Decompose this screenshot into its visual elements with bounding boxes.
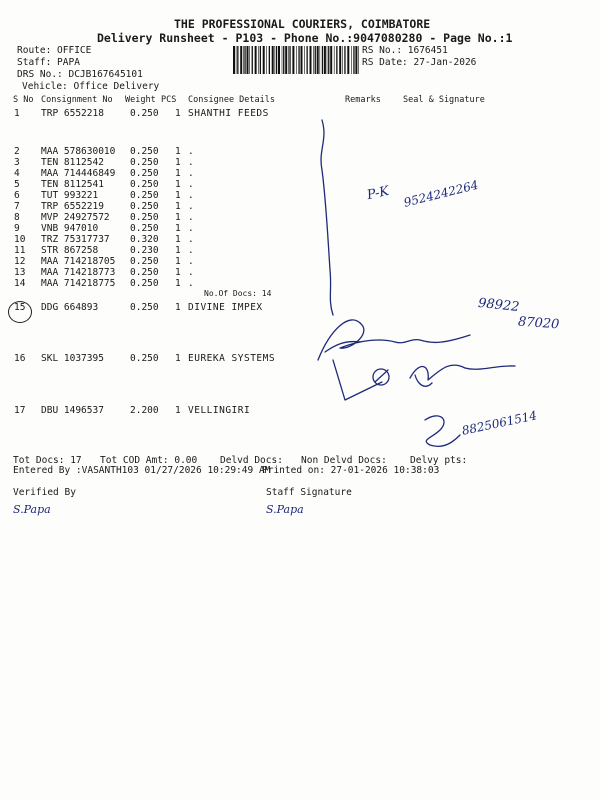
barcode-bar: [353, 46, 354, 74]
table-row: [0, 190, 600, 201]
row-pcs: 1: [175, 108, 181, 119]
row-consignee: .: [188, 256, 195, 267]
barcode-bar: [269, 46, 270, 74]
handwritten-pk: P-K: [365, 183, 391, 204]
barcode-bar: [339, 46, 341, 74]
row-sno: 12: [14, 256, 26, 267]
row-weight: 0.250: [130, 168, 159, 179]
row-consignee: .: [188, 245, 195, 256]
row-weight: 0.250: [130, 256, 159, 267]
barcode-bar: [328, 46, 329, 74]
table-row: [0, 256, 600, 267]
barcode-bar: [285, 46, 287, 74]
row-pcs: 1: [175, 302, 181, 313]
row-consignment-no: TEN 8112542: [41, 157, 104, 168]
row-weight: 0.250: [130, 146, 159, 157]
row-weight: 0.320: [130, 234, 159, 245]
col-consignee: Consignee Details: [188, 95, 275, 105]
row-sno: 11: [14, 245, 26, 256]
row-sno: 5: [14, 179, 20, 190]
row-sno: 16: [14, 353, 26, 364]
row-pcs: 1: [175, 256, 181, 267]
barcode-bar: [236, 46, 237, 74]
barcode-bar: [237, 46, 238, 74]
row-pcs: 1: [175, 223, 181, 234]
row-consignment-no: MAA 714218773: [41, 267, 116, 278]
row-pcs: 1: [175, 179, 181, 190]
row-consignment-no: DBU 1496537: [41, 405, 104, 416]
row-sno: 17: [14, 405, 26, 416]
table-row: [0, 108, 600, 119]
row-pcs: 1: [175, 146, 181, 157]
row-consignee: .: [188, 267, 195, 278]
barcode: [233, 46, 359, 74]
rs-number: RS No.: 1676451: [362, 45, 448, 56]
row-pcs: 1: [175, 245, 181, 256]
row-consignment-no: TUT 993221: [41, 190, 99, 201]
row-pcs: 1: [175, 168, 181, 179]
table-row: [0, 212, 600, 223]
row-sno: 10: [14, 234, 26, 245]
row-pcs: 1: [175, 278, 181, 289]
verified-by-signature: S.Papa: [13, 503, 51, 516]
row-weight: 0.250: [130, 267, 159, 278]
barcode-bar: [330, 46, 332, 74]
barcode-bar: [334, 46, 335, 74]
printed-on: Printed on: 27-01-2026 10:38:03: [262, 465, 440, 476]
barcode-bar: [317, 46, 319, 74]
barcode-bar: [355, 46, 357, 74]
barcode-bar: [252, 46, 253, 74]
row-consignee: .: [188, 157, 195, 168]
staff-signature: S.Papa: [266, 503, 304, 516]
non-delivered-docs: Non Delvd Docs:: [301, 455, 387, 466]
row-sno: 6: [14, 190, 20, 201]
barcode-bar: [260, 46, 261, 74]
delivery-points: Delvy pts:: [410, 455, 468, 466]
table-row: [0, 201, 600, 212]
col-sno: S No: [13, 95, 34, 105]
row-sno: 8: [14, 212, 20, 223]
barcode-bar: [288, 46, 289, 74]
barcode-bar: [233, 46, 235, 74]
barcode-bar: [313, 46, 314, 74]
row-consignee: .: [188, 212, 195, 223]
drs-number: DRS No.: DCJB167645101: [17, 69, 143, 80]
row-consignment-no: TEN 8112541: [41, 179, 104, 190]
row-consignment-no: TRZ 75317737: [41, 234, 110, 245]
total-docs: Tot Docs: 17: [13, 455, 82, 466]
barcode-bar: [282, 46, 283, 74]
row-sno: 14: [14, 278, 26, 289]
row-pcs: 1: [175, 157, 181, 168]
staff-label: Staff: PAPA: [17, 57, 80, 68]
row-consignee: .: [188, 190, 195, 201]
barcode-bar: [247, 46, 249, 74]
barcode-bar: [304, 46, 305, 74]
row-sno: 9: [14, 223, 20, 234]
row-consignment-no: MAA 714446849: [41, 168, 116, 179]
row-consignment-no: MVP 24927572: [41, 212, 110, 223]
col-consignment: Consignment No: [41, 95, 113, 105]
barcode-bar: [283, 46, 284, 74]
vehicle-label: Vehicle: Office Delivery: [22, 81, 160, 92]
row-consignee: EUREKA SYSTEMS: [188, 353, 276, 364]
row-consignee: .: [188, 179, 195, 190]
row-pcs: 1: [175, 353, 181, 364]
row-consignment-no: VNB 947010: [41, 223, 99, 234]
table-row: [0, 223, 600, 234]
barcode-bar: [344, 46, 345, 74]
row-consignment-no: DDG 664893: [41, 302, 99, 313]
row-weight: 0.250: [130, 353, 159, 364]
row-sno: 15: [14, 302, 26, 313]
barcode-bar: [249, 46, 250, 74]
row-15-circle: [8, 301, 32, 323]
row-consignment-no: MAA 714218705: [41, 256, 116, 267]
handwritten-phone-1: 9524242264: [402, 177, 480, 210]
row-pcs: 1: [175, 267, 181, 278]
row-pcs: 1: [175, 212, 181, 223]
barcode-bar: [351, 46, 352, 74]
row-consignee: .: [188, 278, 195, 289]
row-weight: 0.230: [130, 245, 159, 256]
row-weight: 0.250: [130, 212, 159, 223]
barcode-bar: [289, 46, 290, 74]
row-pcs: 1: [175, 190, 181, 201]
row-consignee: .: [188, 146, 195, 157]
barcode-bar: [292, 46, 294, 74]
table-row: [0, 278, 600, 289]
barcode-bar: [296, 46, 297, 74]
row-consignee: VELLINGIRI: [188, 405, 251, 416]
company-title: THE PROFESSIONAL COURIERS, COIMBATORE: [174, 17, 431, 31]
row-consignment-no: TRP 6552218: [41, 108, 104, 119]
row-pcs: 1: [175, 234, 181, 245]
rs-date: RS Date: 27-Jan-2026: [362, 57, 477, 68]
col-weight: Weight: [125, 95, 156, 105]
row-pcs: 1: [175, 405, 181, 416]
row-weight: 0.250: [130, 108, 159, 119]
row-weight: 2.200: [130, 405, 159, 416]
row-consignee: .: [188, 201, 195, 212]
barcode-bar: [342, 46, 343, 74]
barcode-bar: [324, 46, 326, 74]
barcode-bar: [258, 46, 259, 74]
barcode-bar: [255, 46, 257, 74]
row-consignee: .: [188, 234, 195, 245]
barcode-bar: [347, 46, 349, 74]
barcode-bar: [263, 46, 265, 74]
row-weight: 0.250: [130, 201, 159, 212]
barcode-bar: [322, 46, 323, 74]
barcode-bar: [272, 46, 274, 74]
barcode-bar: [315, 46, 316, 74]
verified-by-label: Verified By: [13, 487, 76, 498]
row-consignment-no: SKL 1037395: [41, 353, 104, 364]
barcode-bar: [320, 46, 321, 74]
row-weight: 0.250: [130, 190, 159, 201]
barcode-bar: [275, 46, 276, 74]
total-cod-amount: Tot COD Amt: 0.00: [100, 455, 198, 466]
handwritten-number-b: 87020: [517, 314, 560, 333]
row-sno: 3: [14, 157, 20, 168]
entered-by: Entered By :VASANTH103 01/27/2026 10:29:49 AM: [13, 465, 271, 476]
delivered-docs: Delvd Docs:: [220, 455, 283, 466]
table-row: [0, 353, 600, 364]
row-consignee: .: [188, 168, 195, 179]
runsheet-title: Delivery Runsheet - P103 - Phone No.:9047080280 - Page No.:1: [97, 31, 513, 45]
barcode-bar: [276, 46, 277, 74]
row-consignee: SHANTHI FEEDS: [188, 108, 269, 119]
col-seal-signature: Seal & Signature: [403, 95, 485, 105]
row-pcs: 1: [175, 201, 181, 212]
row-weight: 0.250: [130, 278, 159, 289]
table-row: [0, 245, 600, 256]
row-sno: 2: [14, 146, 20, 157]
row-weight: 0.250: [130, 302, 159, 313]
col-pcs: PCS: [161, 95, 177, 105]
row-consignment-no: TRP 6552219: [41, 201, 104, 212]
route-label: Route: OFFICE: [17, 45, 92, 56]
docs-count: No.Of Docs: 14: [204, 289, 272, 298]
barcode-bar: [244, 46, 245, 74]
row-consignment-no: STR 867258: [41, 245, 99, 256]
row-weight: 0.250: [130, 157, 159, 168]
handwritten-number-a: 98922: [477, 295, 521, 316]
row-consignment-no: MAA 714218775: [41, 278, 116, 289]
col-remarks: Remarks: [345, 95, 381, 105]
row-sno: 7: [14, 201, 20, 212]
row-consignment-no: MAA 578630010: [41, 146, 116, 157]
barcode-bar: [310, 46, 312, 74]
handwritten-phone-2: 8825061514: [460, 408, 539, 438]
row-weight: 0.250: [130, 179, 159, 190]
table-row: [0, 267, 600, 278]
table-row: [0, 157, 600, 168]
table-row: [0, 179, 600, 190]
row-sno: 13: [14, 267, 26, 278]
table-row: [0, 168, 600, 179]
barcode-bar: [358, 46, 359, 74]
table-row: [0, 234, 600, 245]
barcode-bar: [298, 46, 299, 74]
row-weight: 0.250: [130, 223, 159, 234]
row-sno: 1: [14, 108, 20, 119]
row-consignee: .: [188, 223, 195, 234]
row-consignee: DIVINE IMPEX: [188, 302, 263, 313]
staff-signature-label: Staff Signature: [266, 487, 352, 498]
row-sno: 4: [14, 168, 20, 179]
barcode-bar: [278, 46, 280, 74]
barcode-bar: [240, 46, 242, 74]
barcode-bar: [307, 46, 308, 74]
barcode-bar: [336, 46, 337, 74]
table-row: [0, 146, 600, 157]
barcode-bar: [243, 46, 244, 74]
barcode-bar: [301, 46, 303, 74]
barcode-bar: [266, 46, 267, 74]
barcode-bar: [327, 46, 328, 74]
